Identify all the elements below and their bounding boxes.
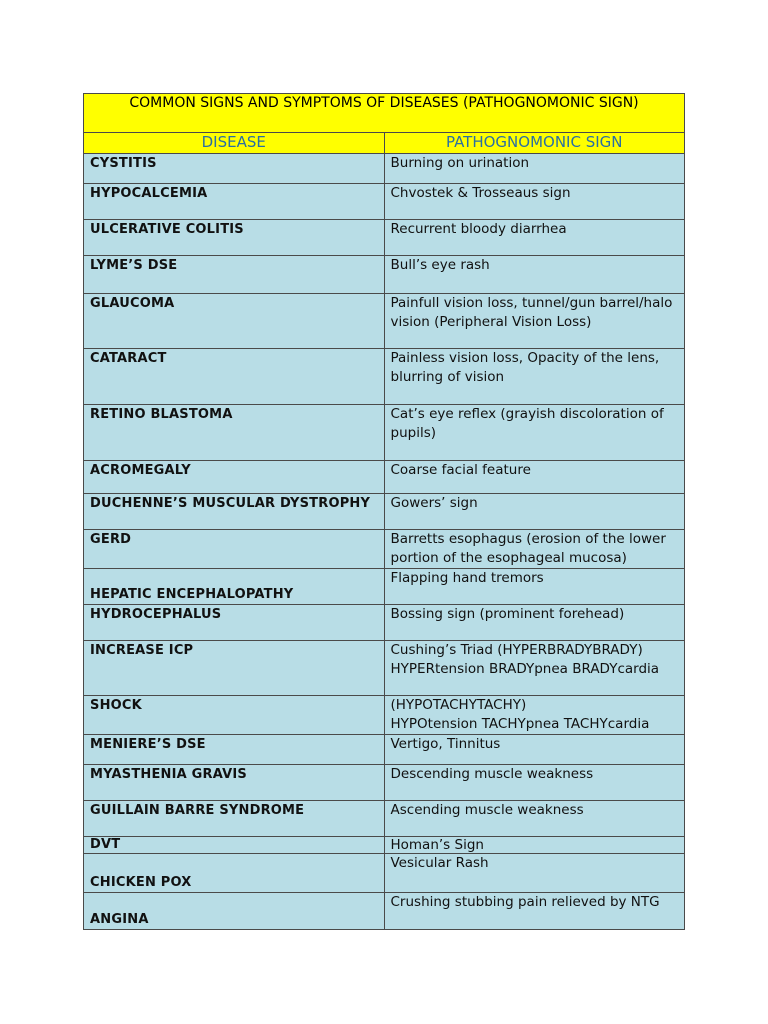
disease-cell: CATARACT — [84, 349, 385, 405]
table-row — [84, 494, 685, 530]
disease-cell: GLAUCOMA — [84, 294, 385, 349]
sign-cell: Crushing stubbing pain relieved by NTG — [384, 893, 685, 930]
sign-line: HYPERtension BRADYpnea BRADYcardia — [390, 661, 660, 677]
disease-cell: CHICKEN POX — [84, 854, 385, 893]
sign-cell — [384, 641, 685, 696]
sign-cell: Coarse facial feature — [384, 461, 685, 494]
table-row — [84, 765, 685, 801]
sign-cell: Cat’s eye reflex (grayish discoloration of pupils) — [384, 405, 685, 461]
table-row — [84, 854, 685, 893]
disease-cell: GUILLAIN BARRE SYNDROME — [84, 801, 385, 837]
sign-cell — [384, 696, 685, 735]
sign-cell: Ascending muscle weakness — [384, 801, 685, 837]
sign-cell: Recurrent bloody diarrhea — [384, 220, 685, 256]
table-row — [84, 294, 685, 349]
table-row — [84, 735, 685, 765]
table-row — [84, 696, 685, 735]
table-row — [84, 154, 685, 184]
disease-cell: ANGINA — [84, 893, 385, 930]
sign-cell: Descending muscle weakness — [384, 765, 685, 801]
table-row — [84, 801, 685, 837]
disease-cell: DUCHENNE’S MUSCULAR DYSTROPHY — [84, 494, 385, 530]
disease-cell: MYASTHENIA GRAVIS — [84, 765, 385, 801]
disease-cell: MENIERE’S DSE — [84, 735, 385, 765]
table-row — [84, 349, 685, 405]
table-row — [84, 641, 685, 696]
sign-cell: Painfull vision loss, tunnel/gun barrel/halo vision (Peripheral Vision Loss) — [384, 294, 685, 349]
table-row — [84, 893, 685, 930]
sign-cell: Barretts esophagus (erosion of the lower portion of the esophageal mucosa) — [384, 530, 685, 569]
table-row — [84, 184, 685, 220]
sign-cell: Gowers’ sign — [384, 494, 685, 530]
sign-cell: Vesicular Rash — [384, 854, 685, 893]
table-row — [84, 605, 685, 641]
sign-cell: Vertigo, Tinnitus — [384, 735, 685, 765]
disease-cell: DVT — [84, 837, 385, 854]
disease-cell: GERD — [84, 530, 385, 569]
sign-cell: Bossing sign (prominent forehead) — [384, 605, 685, 641]
sign-cell: Chvostek & Trosseaus sign — [384, 184, 685, 220]
table-title-row — [84, 94, 685, 133]
table-row — [84, 837, 685, 854]
disease-cell: ACROMEGALY — [84, 461, 385, 494]
symptoms-table — [83, 93, 685, 930]
sign-cell: Burning on urination — [384, 154, 685, 184]
disease-cell: ULCERATIVE COLITIS — [84, 220, 385, 256]
sign-cell: Homan’s Sign — [384, 837, 685, 854]
sign-cell: Flapping hand tremors — [384, 569, 685, 605]
table-row — [84, 220, 685, 256]
disease-cell: HYDROCEPHALUS — [84, 605, 385, 641]
table-header-row — [84, 133, 685, 154]
table-row — [84, 461, 685, 494]
table-row — [84, 405, 685, 461]
sign-line: (HYPOTACHYTACHY) — [390, 697, 527, 713]
table-row — [84, 530, 685, 569]
table-row — [84, 569, 685, 605]
sign-cell: Bull’s eye rash — [384, 256, 685, 294]
table-title: COMMON SIGNS AND SYMPTOMS OF DISEASES (PATHOGNOMONIC SIGN) — [84, 94, 685, 133]
header-disease: DISEASE — [84, 133, 385, 154]
sign-line: HYPOtension TACHYpnea TACHYcardia — [390, 716, 650, 732]
disease-cell: LYME’S DSE — [84, 256, 385, 294]
disease-cell: INCREASE ICP — [84, 641, 385, 696]
disease-cell: HYPOCALCEMIA — [84, 184, 385, 220]
sign-line: Cushing’s Triad (HYPERBRADYBRADY) — [390, 642, 643, 658]
disease-cell: CYSTITIS — [84, 154, 385, 184]
disease-cell: HEPATIC ENCEPHALOPATHY — [84, 569, 385, 605]
disease-cell: RETINO BLASTOMA — [84, 405, 385, 461]
header-sign: PATHOGNOMONIC SIGN — [384, 133, 685, 154]
disease-cell: SHOCK — [84, 696, 385, 735]
table-row — [84, 256, 685, 294]
sign-cell: Painless vision loss, Opacity of the lens, blurring of vision — [384, 349, 685, 405]
